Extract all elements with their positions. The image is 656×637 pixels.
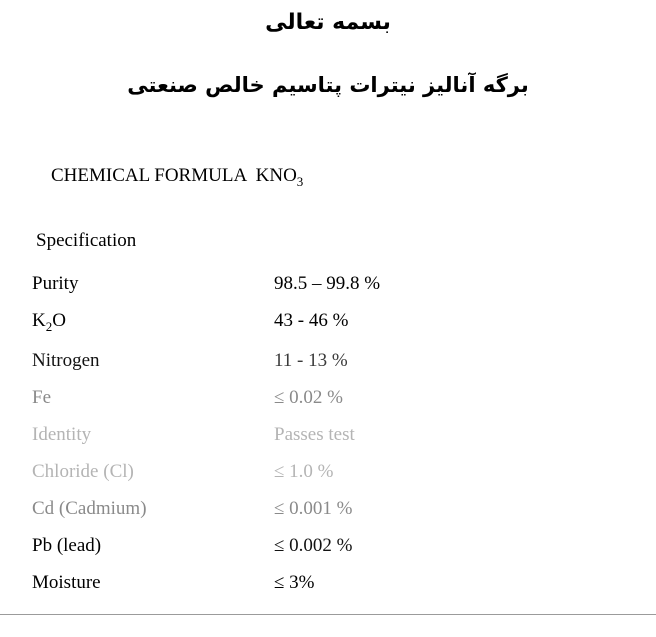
spec-value: 11 - 13 %	[274, 349, 348, 371]
table-row	[32, 380, 592, 417]
table-row	[32, 528, 592, 565]
spec-value: ≤ 0.002 %	[274, 534, 353, 556]
spec-name-subscript: 2	[45, 318, 53, 334]
spec-value: ≤ 3%	[274, 571, 315, 593]
spec-value: Passes test	[274, 423, 355, 445]
spec-value: ≤ 0.02 %	[274, 386, 344, 408]
table-row	[32, 454, 592, 491]
spec-name: Cd (Cadmium)	[32, 497, 147, 519]
document-page	[0, 10, 656, 637]
spec-value: ≤ 0.001 %	[274, 497, 353, 519]
table-row	[32, 303, 592, 343]
table-row	[32, 266, 592, 303]
spec-name: Chloride (Cl)	[32, 460, 134, 482]
footer-divider	[0, 614, 656, 615]
spec-name: Moisture	[32, 571, 101, 593]
table-row	[32, 343, 592, 380]
page-title: برگه آنالیز نیترات پتاسیم خالص صنعتی	[127, 73, 529, 97]
spec-value: 98.5 – 99.8 %	[274, 272, 381, 294]
spec-value: 43 - 46 %	[274, 309, 349, 331]
chemical-formula-value: KNO	[255, 165, 297, 186]
spec-value: ≤ 1.0 %	[274, 460, 334, 482]
spec-name: Pb (lead)	[32, 534, 102, 556]
chemical-formula-subscript: 3	[296, 173, 304, 189]
specification-heading: Specification	[36, 229, 137, 251]
spec-name: Nitrogen	[32, 349, 100, 371]
table-row	[32, 417, 592, 454]
spec-name: Fe	[32, 386, 51, 408]
spec-name-base: K	[32, 309, 46, 331]
table-row	[32, 491, 592, 528]
spec-name	[32, 303, 274, 343]
spec-name: Identity	[32, 423, 92, 445]
chemical-formula-label: CHEMICAL FORMULA	[51, 165, 247, 186]
specification-table	[32, 266, 592, 602]
basmala-heading: بسمه تعالی	[265, 10, 391, 35]
spec-name-tail: O	[52, 309, 66, 331]
table-row	[32, 565, 592, 602]
chemical-formula-line	[32, 143, 656, 212]
chemical-formula-spacer	[246, 165, 256, 186]
spec-name: Purity	[32, 272, 79, 294]
